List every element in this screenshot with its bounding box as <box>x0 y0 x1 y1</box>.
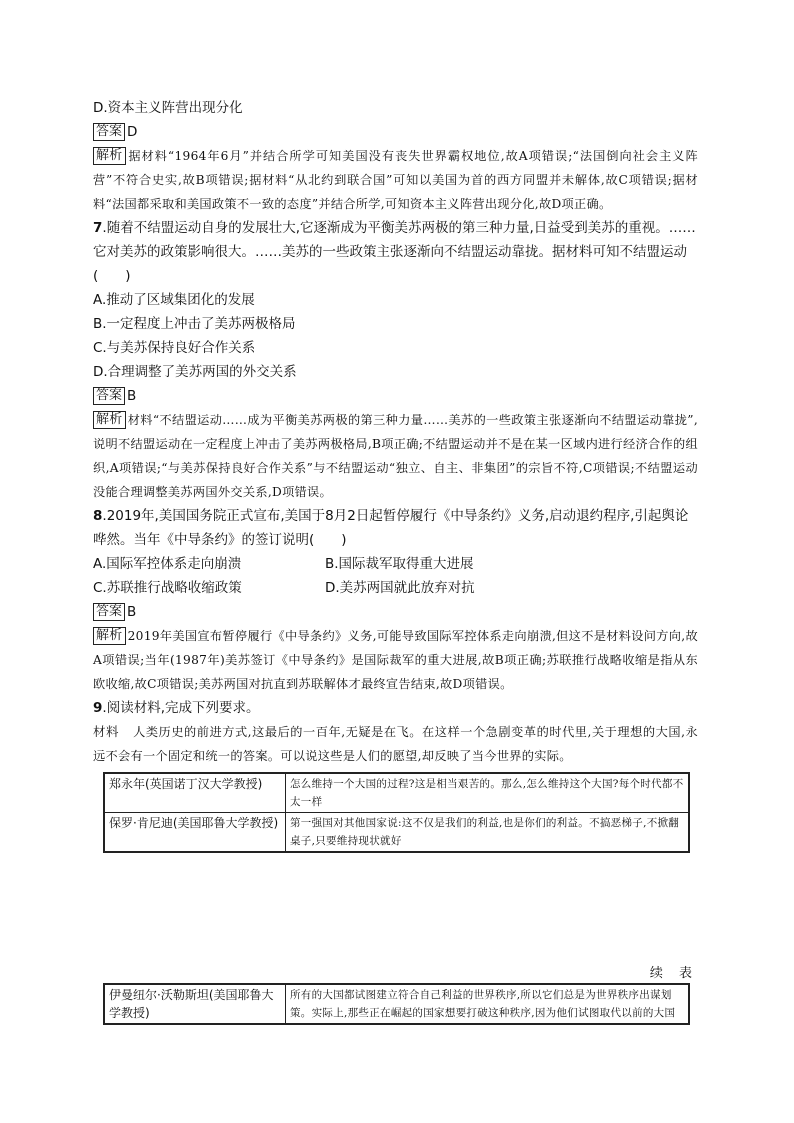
explain-tag: 解析 <box>93 627 126 645</box>
q7-option-a: A.推动了区域集团化的发展 <box>93 292 255 308</box>
table-row <box>104 984 689 1024</box>
answer-tag: 答案 <box>93 387 125 405</box>
q7-option-b: B.一定程度上冲击了美苏两极格局 <box>93 316 296 332</box>
q8-option-d: D.美苏两国就此放弃对抗 <box>325 580 475 596</box>
q8-option-a: A.国际军控体系走向崩溃 <box>93 556 242 572</box>
q9-number: 9 <box>93 700 103 716</box>
explain-tag: 解析 <box>93 411 126 429</box>
q7-option-d: D.合理调整了美苏两国的外交关系 <box>93 364 297 380</box>
q7-stem <box>93 216 698 288</box>
q7-answer <box>93 384 698 408</box>
table-row <box>104 813 689 853</box>
explain-tag: 解析 <box>93 147 126 165</box>
q9-stem-text: .阅读材料,完成下列要求。 <box>102 700 260 716</box>
scholar-name: 保罗·肯尼迪(美国耶鲁大学教授) <box>104 813 286 853</box>
views-table-continued <box>103 983 690 1025</box>
table-continued-label: 续 表 <box>649 966 698 981</box>
q7-option-c: C.与美苏保持良好合作关系 <box>93 340 256 356</box>
q8-option-c: C.苏联推行战略收缩政策 <box>93 580 242 596</box>
q8-number: 8 <box>93 508 103 524</box>
q6-explain-text: 据材料“1964年6月”并结合所学可知美国没有丧失世界霸权地位,故A项错误;“法国倒向社会主义阵营”不符合史实,故B项错误;据材料“从北约到联合国”可知以美国为首的西方同盟并未解体,故C项错误;据材料“法国都采取和美国政策不一致的态度”并结合所学,可知资本主义阵营出现分化,故D项正确。 <box>93 149 698 211</box>
scholar-view: 所有的大国都试图建立符合自己利益的世界秩序,所以它们总是为世界秩序出谋划策。实际上,那些正在崛起的国家想要打破这种秩序,因为他们试图取代以前的大国 <box>286 984 690 1024</box>
document-page <box>93 96 698 853</box>
q6-answer-value: D <box>127 124 138 140</box>
views-table-continued-wrap <box>103 983 690 1025</box>
q9-material <box>93 720 698 768</box>
q6-option-d: D.资本主义阵营出现分化 <box>93 100 243 116</box>
scholar-name: 伊曼纽尔·沃勒斯坦(美国耶鲁大学教授) <box>104 984 286 1024</box>
material-text: 人类历史的前进方式,这最后的一百年,无疑是在飞。在这样一个急剧变革的时代里,关于理想的大国,永远不会有一个固定和统一的答案。可以说这些是人们的愿望,却反映了当今世界的实际。 <box>93 725 698 763</box>
q8-stem-text: .2019年,美国国务院正式宣布,美国于8月2日起暂停履行《中导条约》义务,启动退约程序,引起舆论哗然。当年《中导条约》的签订说明( ) <box>93 508 689 548</box>
q8-explain-text: 2019年美国宣布暂停履行《中导条约》义务,可能导致国际军控体系走向崩溃,但这不是材料设问方向,故A项错误;当年(1987年)美苏签订《中导条约》是国际裁军的重大进展,故B项正确;苏联推行战略收缩是指从东欧收缩,故C项错误;美苏两国对抗直到苏联解体才最终宣告结束,故D项错误。 <box>93 629 698 691</box>
q8-answer-value: B <box>127 604 137 620</box>
scholar-view: 怎么维持一个大国的过程?这是相当艰苦的。那么,怎么维持这个大国?每个时代都不太一样 <box>286 773 690 813</box>
q7-answer-value: B <box>127 388 137 404</box>
q8-options-row-1 <box>93 552 698 576</box>
scholar-view: 第一强国对其他国家说:这不仅是我们的利益,也是你们的利益。不搞恶梯子,不掀翻桌子,只要维持现状就好 <box>286 813 690 853</box>
q8-options-row-2 <box>93 576 698 600</box>
answer-tag: 答案 <box>93 603 125 621</box>
q6-explanation <box>93 144 698 216</box>
q7-explain-text: 材料“不结盟运动……成为平衡美苏两极的第三种力量……美苏的一些政策主张逐渐向不结盟运动靠拢”,说明不结盟运动在一定程度上冲击了美苏两极格局,B项正确;不结盟运动并不是在某一区域内进行经济合作的组织,A项错误;“与美苏保持良好合作关系”与不结盟运动“独立、自主、非集团”的宗旨不符,C项错误;不结盟运动没能合理调整美苏两国外交关系,D项错误。 <box>93 413 698 499</box>
scholar-name: 郑永年(英国诺丁汉大学教授) <box>104 773 286 813</box>
q7-number: 7 <box>93 220 103 236</box>
material-label: 材料 <box>93 724 120 739</box>
q8-option-b: B.国际裁军取得重大进展 <box>325 556 474 572</box>
q7-explanation <box>93 408 698 504</box>
q8-explanation <box>93 624 698 696</box>
q8-stem <box>93 504 698 552</box>
table-row <box>104 773 689 813</box>
q9-stem <box>93 696 698 720</box>
q6-answer <box>93 120 698 144</box>
q7-stem-text: .随着不结盟运动自身的发展壮大,它逐渐成为平衡美苏两极的第三种力量,日益受到美苏的重视。……它对美苏的政策影响很大。……美苏的一些政策主张逐渐向不结盟运动靠拢。据材料可知不结盟运动( ) <box>93 220 696 284</box>
answer-tag: 答案 <box>93 123 125 141</box>
q8-answer <box>93 600 698 624</box>
views-table <box>103 772 690 853</box>
